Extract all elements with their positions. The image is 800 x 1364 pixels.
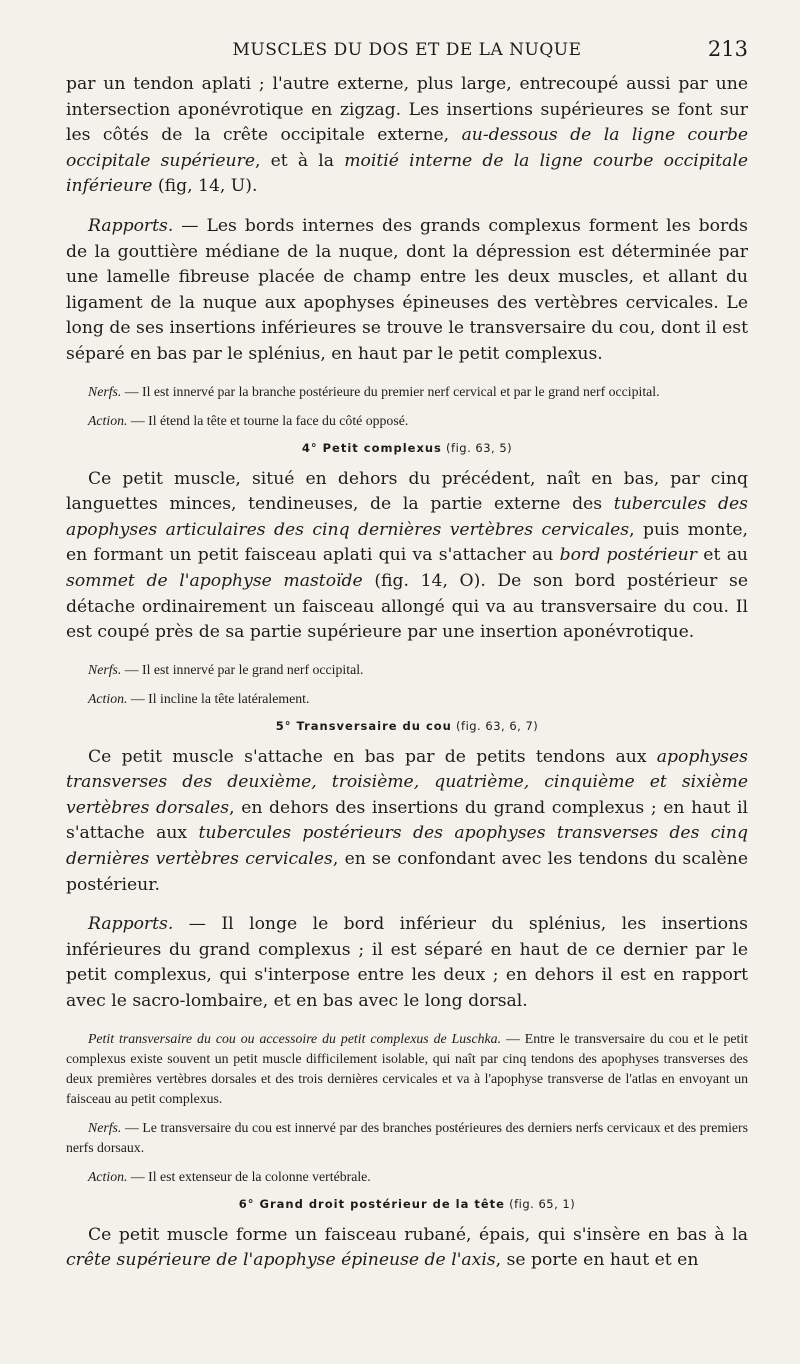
paragraph-grand-complexus-insertions: par un tendon aplati ; l'autre externe, plus large, entrecoupé aussi par une intersection aponévrotique en zigzag. Les insertions supérieures se font sur les côtés de la crête occipitale externe, au-dessous de la ligne courbe occipitale supérieure, et à la moitié interne de la ligne courbe occipitale inférieure (fig, 14, U).	[66, 74, 749, 197]
section-heading-grand-droit: 6° Grand droit postérieur de la tête (fig. 65, 1)	[238, 1196, 576, 1211]
paragraph-petit-complexus: Ce petit muscle, situé en dehors du précédent, naît en bas, par cinq languettes minces, tendineuses, de la partie externe des tubercules des apophyses articulaires des cinq dernières vertèbres cervicales, puis monte, en formant un petit faisceau aplati qui va s'attacher au bord postérieur et au sommet de l'apophyse mastoïde (fig. 14, O). De son bord postérieur se détache ordinairement un faisceau allongé qui va au transversaire du cou. Il est coupé près de sa partie supérieure par une insertion aponévrotique.	[66, 468, 749, 643]
note-action-transversaire: Action. — Il est extenseur de la colonne vertébrale.	[88, 1168, 371, 1184]
note-action-grand-complexus: Action. — Il étend la tête et tourne la face du côté opposé.	[88, 412, 409, 428]
paragraph-rapports-transversaire: Rapports. — Il longe le bord inférieur du splénius, les insertions inférieures du grand complexus ; il est séparé en haut de ce dernier par le petit complexus, qui s'interpose entre les deux ; en dehors il est en rapport avec le sacro-lombaire, et en bas avec le long dorsal.	[66, 914, 748, 1012]
section-heading-petit-complexus: 4° Petit complexus (fig. 63, 5)	[301, 440, 513, 455]
note-nerfs-petit-complexus: Nerfs. — Il est innervé par le grand nerf occipital.	[88, 661, 364, 677]
note-nerfs-transversaire: Nerfs. — Le transversaire du cou est innervé par des branches postérieures des derniers nerfs cervicaux et des premiers nerfs dorsaux.	[66, 1119, 748, 1155]
note-petit-transversaire: Petit transversaire du cou ou accessoire du petit complexus de Luschka. — Entre le transversaire du cou et le petit complexus existe souvent un petit muscle difficilement isolable, qui naît par cinq tendons des apophyses transverses des deux premières vertèbres dorsales et des trois dernières cervicales et va à l'apophyse transverse de l'atlas en envoyant un faisceau au petit complexus.	[66, 1030, 748, 1106]
page-number: 213	[707, 37, 748, 61]
paragraph-grand-droit: Ce petit muscle forme un faisceau rubané, épais, qui s'insère en bas à la crête supérieure de l'apophyse épineuse de l'axis, se porte en haut et en	[66, 1224, 748, 1271]
note-nerfs-grand-complexus: Nerfs. — Il est innervé par la branche postérieure du premier nerf cervical et par le grand nerf occipital.	[88, 383, 660, 399]
running-head	[66, 37, 748, 66]
running-title: MUSCLES DU DOS ET DE LA NUQUE	[232, 40, 582, 60]
note-action-petit-complexus: Action. — Il incline la tête latéralement.	[88, 690, 310, 706]
section-heading-transversaire: 5° Transversaire du cou (fig. 63, 6, 7)	[275, 718, 539, 733]
paragraph-rapports-grand-complexus: Rapports. — Les bords internes des grands complexus forment les bords de la gouttière médiane de la nuque, dont la dépression est déterminée par une lamelle fibreuse placée de champ entre les deux muscles, et allant du ligament de la nuque aux apophyses épineuses des vertèbres cervicales. Le long de ses insertions inférieures se trouve le transversaire du cou, dont il est séparé en bas par le splénius, en haut par le petit complexus.	[66, 215, 748, 364]
paragraph-transversaire: Ce petit muscle s'attache en bas par de petits tendons aux apophyses transverses des deuxième, troisième, quatrième, cinquième et sixième vertèbres dorsales, en dehors des insertions du grand complexus ; en haut il s'attache aux tubercules postérieurs des apophyses transverses des cinq dernières vertèbres cervicales, en se confondant avec les tendons du scalène postérieur.	[66, 746, 749, 895]
